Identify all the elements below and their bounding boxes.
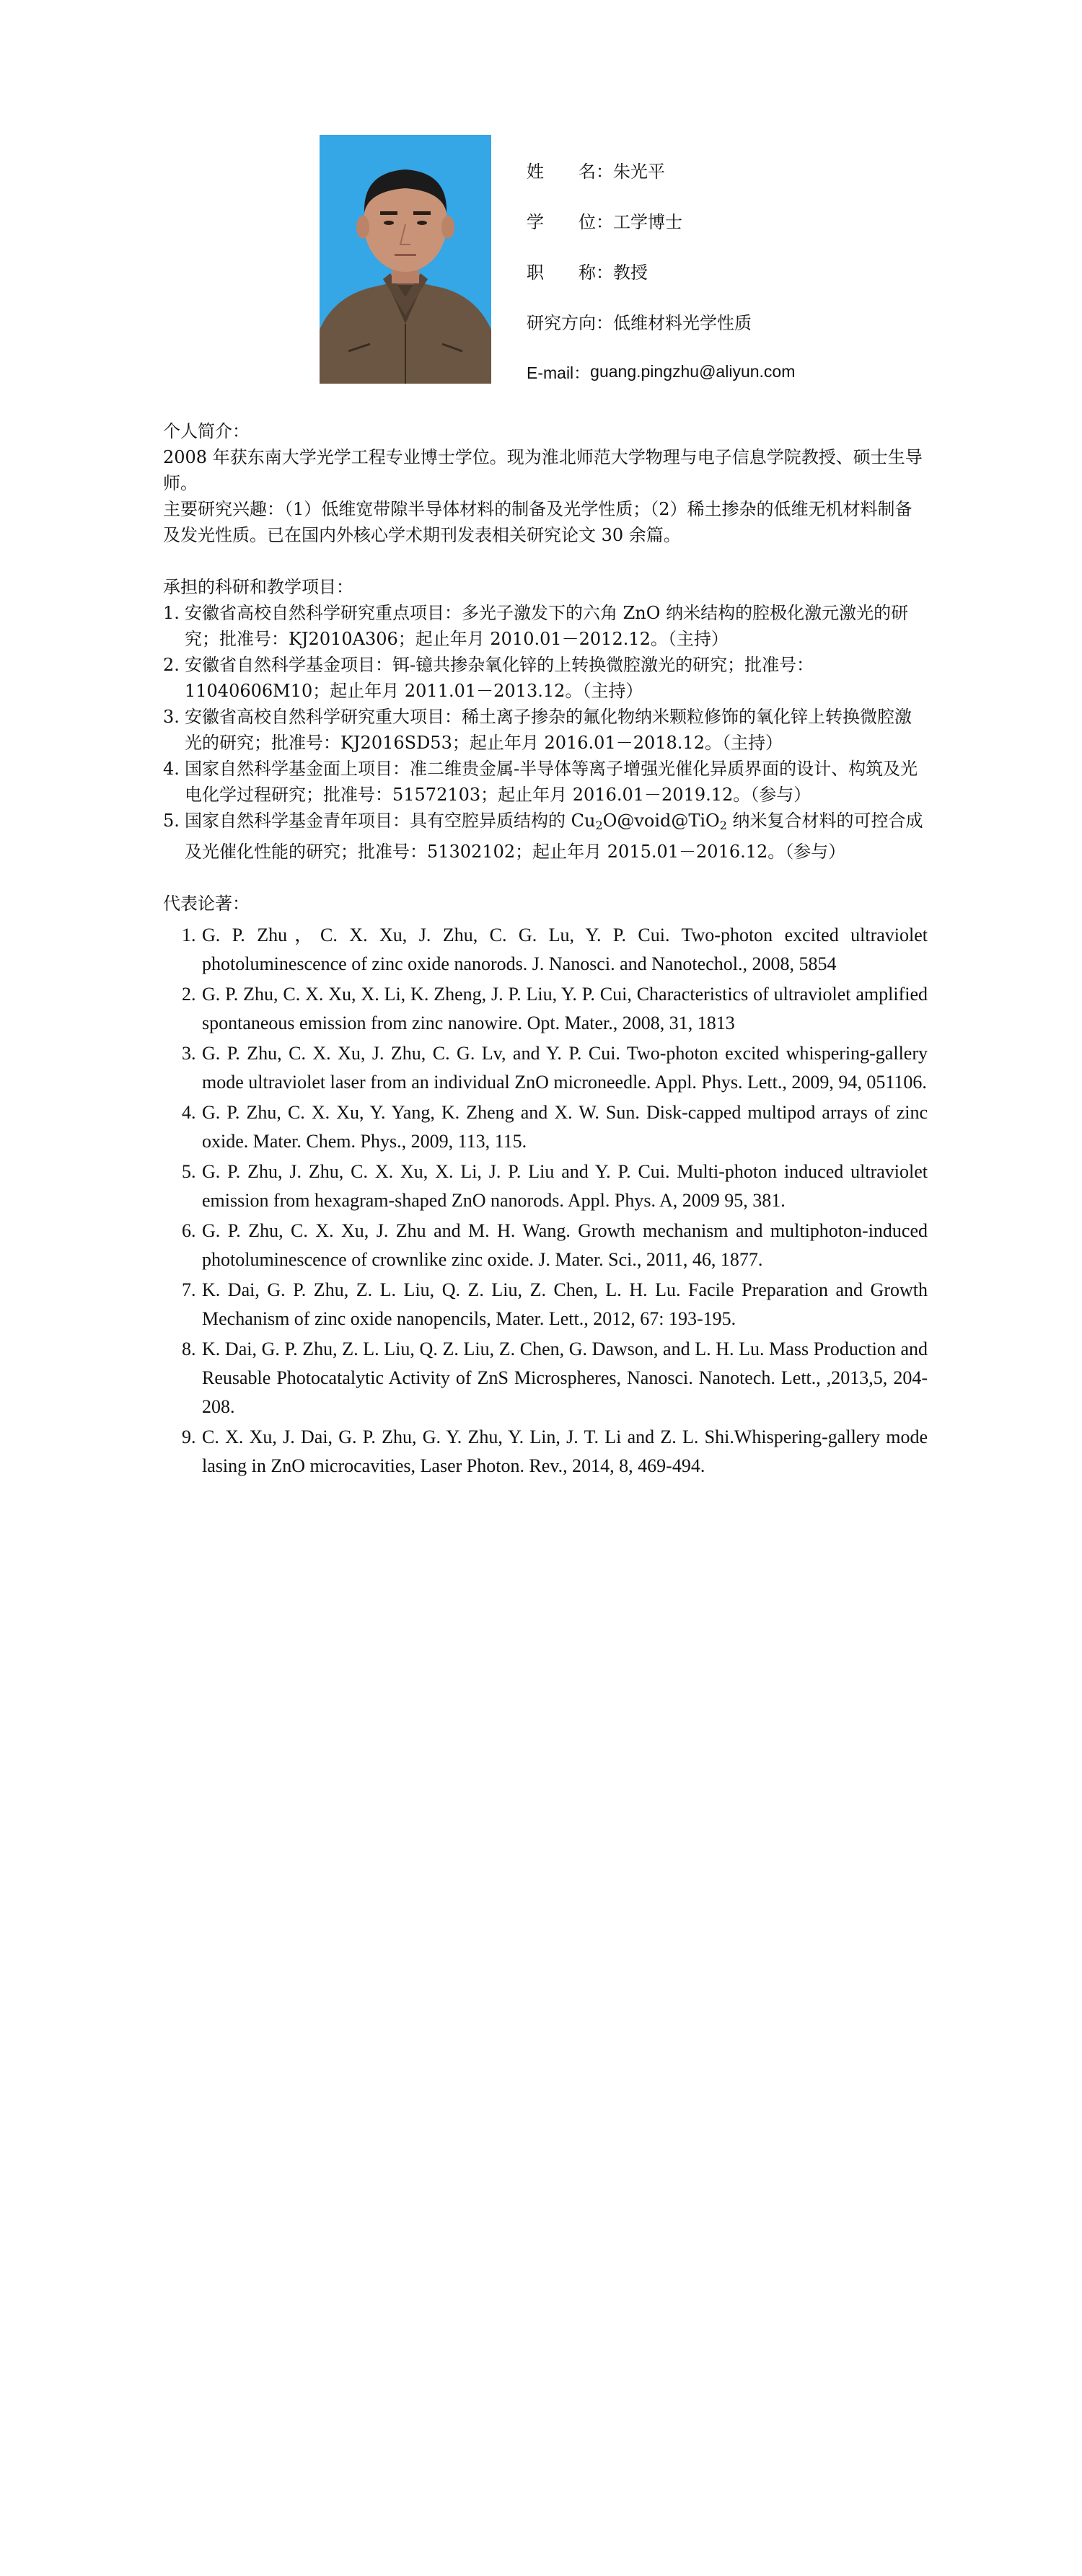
list-item: 4. G. P. Zhu, C. X. Xu, Y. Yang, K. Zheng and X. W. Sun. Disk-capped multipod arrays of zinc oxide. Mater. Chem. Phys., 2009, 113, 115. bbox=[182, 1102, 928, 1152]
list-item: 1. G. P. Zhu，C. X. Xu, J. Zhu, C. G. Lu, Y. P. Cui. Two-photon excited ultraviolet photoluminescence of zinc oxide nanorods. J. Nanosci. and Nanotechol., 2008, 5854 bbox=[182, 925, 928, 974]
name-label: 姓 名： bbox=[527, 161, 613, 182]
intro-heading: 个人简介： bbox=[163, 421, 250, 441]
research-label: 研究方向： bbox=[527, 312, 613, 333]
portrait-illustration bbox=[320, 135, 491, 384]
degree-row bbox=[527, 195, 959, 245]
list-item: 5. G. P. Zhu, J. Zhu, C. X. Xu, X. Li, J. P. Liu and Y. P. Cui. Multi-photon induced ultraviolet emission from hexagram-shaped ZnO nanorods. Appl. Phys. A, 2009 95, 381. bbox=[182, 1161, 928, 1211]
list-item: 2. G. P. Zhu, C. X. Xu, X. Li, K. Zheng, J. P. Liu, Y. P. Cui, Characteristics of ultraviolet amplified spontaneous emission from zinc nanowire. Opt. Mater., 2008, 31, 1813 bbox=[182, 984, 928, 1033]
research-value: 低维材料光学性质 bbox=[613, 312, 752, 333]
degree-value: 工学博士 bbox=[613, 211, 682, 232]
projects-list bbox=[163, 600, 928, 865]
list-item: 9. C. X. Xu, J. Dai, G. P. Zhu, G. Y. Zhu, Y. Lin, J. T. Li and Z. L. Shi.Whispering-gallery mode lasing in ZnO microcavities, Laser Photon. Rev., 2014, 8, 469-494. bbox=[182, 1426, 928, 1476]
list-item: 7. K. Dai, G. P. Zhu, Z. L. Liu, Q. Z. Liu, Z. Chen, L. H. Lu. Facile Preparation and Growth Mechanism of zinc oxide nanopencils, Mater. Lett., 2012, 67: 193-195. bbox=[182, 1279, 928, 1329]
name-row bbox=[527, 144, 959, 195]
cv-body bbox=[163, 418, 928, 1482]
list-item: 5. 国家自然科学基金青年项目：具有空腔异质结构的 $Cu_2O@void@TiO_2$ 纳米复合材料的可控合成及光催化性能的研究；批准号：51302102；起止年月 2015.01－2016.12。（参与） bbox=[163, 808, 928, 865]
title-row bbox=[527, 245, 959, 296]
projects-heading: 承担的科研和教学项目： bbox=[163, 577, 353, 597]
list-item: 3. 安徽省高校自然科学研究重大项目：稀土离子掺杂的氟化物纳米颗粒修饰的氧化锌上转换微腔激光的研究；批准号：KJ2016SD53；起止年月 2016.01－2018.12。（主持） bbox=[163, 707, 912, 753]
list-item: 6. G. P. Zhu, C. X. Xu, J. Zhu and M. H. Wang. Growth mechanism and multiphoton-induced photoluminescence of crownlike zinc oxide. J. Mater. Sci., 2011, 46, 1877. bbox=[182, 1220, 928, 1270]
email-row bbox=[527, 346, 959, 397]
list-item: 2. 安徽省自然科学基金项目：铒-镱共掺杂氧化锌的上转换微腔激光的研究；批准号：11040606M10；起止年月 2011.01－2013.12。（主持） bbox=[163, 655, 814, 701]
title-label: 职 称： bbox=[527, 262, 613, 283]
list-item: 4. 国家自然科学基金面上项目：准二维贵金属-半导体等离子增强光催化异质界面的设计、构筑及光电化学过程研究；批准号：51572103；起止年月 2016.01－2019.12。（参与） bbox=[163, 759, 918, 805]
papers-list bbox=[163, 921, 928, 1481]
papers-heading: 代表论著： bbox=[163, 894, 250, 914]
degree-label: 学 位： bbox=[527, 211, 613, 232]
list-item: 8. K. Dai, G. P. Zhu, Z. L. Liu, Q. Z. Liu, Z. Chen, G. Dawson, and L. H. Lu. Mass Production and Reusable Photocatalytic Activity of ZnS Microspheres, Nanosci. Nanotech. Lett., ,2013,5, 204-208. bbox=[182, 1338, 928, 1417]
intro-paragraph-1: 2008 年获东南大学光学工程专业博士学位。现为淮北师范大学物理与电子信息学院教授、硕士生导师。 bbox=[163, 447, 923, 493]
profile-info bbox=[527, 144, 959, 397]
portrait-photo bbox=[320, 135, 491, 384]
project-5-text: 国家自然科学基金青年项目：具有空腔异质结构的 $Cu_2O@void@TiO_2$ 纳米复合材料的可控合成及光催化性能的研究；批准号：51302102；起止年月 2015.01－2016.12。（参与） bbox=[185, 811, 923, 862]
research-row bbox=[527, 296, 959, 346]
title-value: 教授 bbox=[613, 262, 648, 283]
email-label: E-mail： bbox=[527, 363, 591, 382]
list-item: 3. G. P. Zhu, C. X. Xu, J. Zhu, C. G. Lv, and Y. P. Cui. Two-photon excited whispering-gallery mode ultraviolet laser from an individual ZnO microneedle. Appl. Phys. Lett., 2009, 94, 051106. bbox=[182, 1043, 928, 1093]
email-link[interactable]: guang.pingzhu@aliyun.com bbox=[590, 361, 796, 381]
list-item: 1. 安徽省高校自然科学研究重点项目：多光子激发下的六角 ZnO 纳米结构的腔极化激元激光的研究；批准号：KJ2010A306；起止年月 2010.01－2012.12。（主持） bbox=[163, 603, 909, 649]
name-value: 朱光平 bbox=[613, 161, 665, 182]
intro-paragraph-2: 主要研究兴趣：（1）低维宽带隙半导体材料的制备及光学性质；（2）稀土掺杂的低维无机材料制备及发光性质。已在国内外核心学术期刊发表相关研究论文 30 余篇。 bbox=[163, 499, 912, 545]
